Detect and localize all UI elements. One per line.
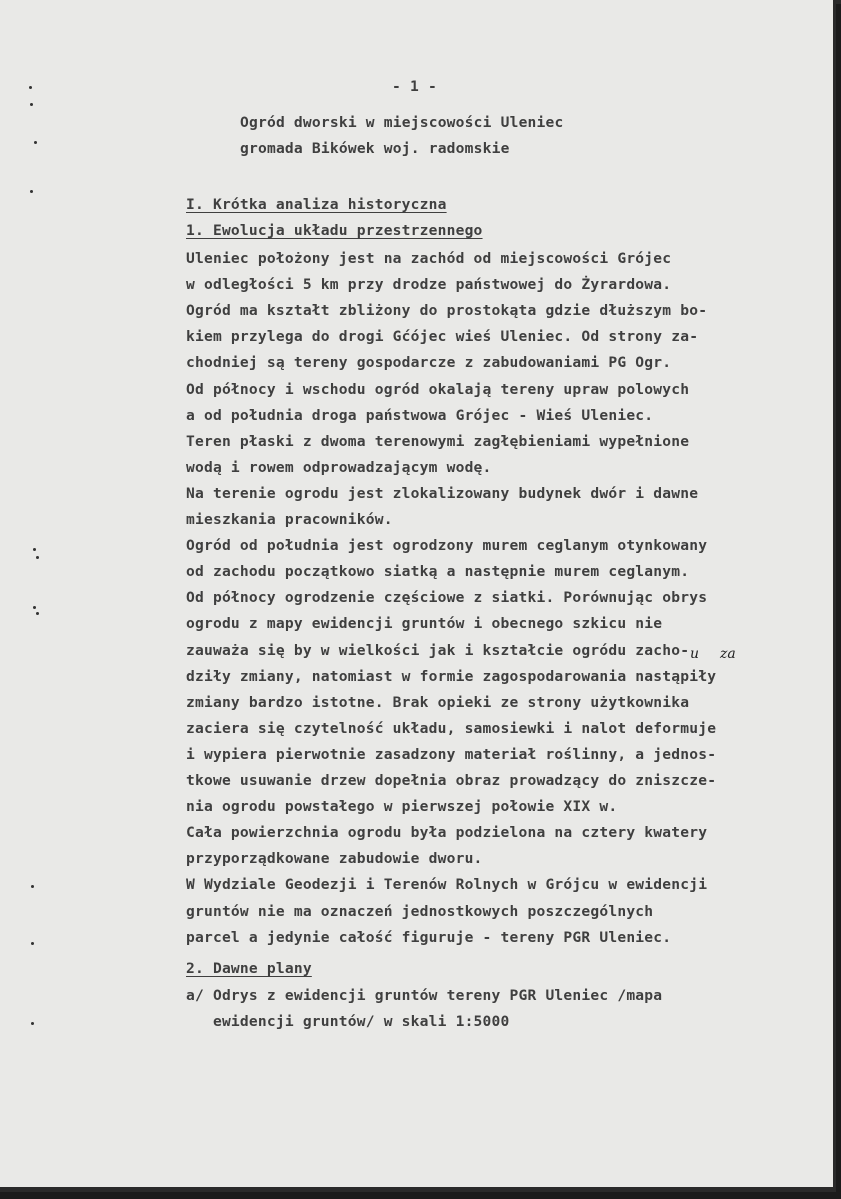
punch-mark	[33, 548, 36, 551]
body-line: zauważa się by w wielkości jak i kształcie ogródu zacho-	[186, 642, 690, 659]
body-line: chodniej są tereny gospodarcze z zabudowaniami PG Ogr.	[186, 354, 672, 371]
punch-mark	[31, 942, 34, 945]
body-line: dziły zmiany, natomiast w formie zagospodarowania nastąpiły	[186, 668, 717, 685]
body-line: nia ogrodu powstałego w pierwszej połowie XIX w.	[186, 798, 618, 815]
body-line: Cała powierzchnia ogrodu była podzielona na cztery kwatery	[186, 824, 708, 841]
handwritten-correction-za: za	[720, 646, 736, 662]
body-line: parcel a jedynie całość figuruje - tereny PGR Uleniec.	[186, 929, 672, 946]
punch-mark	[31, 1022, 34, 1025]
body-line: Uleniec położony jest na zachód od miejscowości Grójec	[186, 250, 672, 267]
body-line: a od południa droga państwowa Grójec - Wieś Uleniec.	[186, 407, 654, 424]
body-line: Na terenie ogrodu jest zlokalizowany budynek dwór i dawne	[186, 485, 699, 502]
punch-mark	[36, 612, 39, 615]
body-line: wodą i rowem odprowadzającym wodę.	[186, 459, 492, 476]
body-line: Teren płaski z dwoma terenowymi zagłębieniami wypełnione	[186, 433, 690, 450]
punch-mark	[31, 885, 34, 888]
punch-mark	[30, 103, 33, 106]
body-line: Ogród ma kształt zbliżony do prostokąta gdzie dłuższym bo-	[186, 302, 708, 319]
page-number: - 1 -	[392, 78, 437, 95]
punch-mark	[30, 190, 33, 193]
section-heading: I. Krótka analiza historyczna	[186, 196, 447, 213]
list-item-a-line-2: ewidencji gruntów/ w skali 1:5000	[186, 1013, 510, 1030]
body-line: mieszkania pracowników.	[186, 511, 393, 528]
subsection-heading-2: 2. Dawne plany	[186, 960, 312, 977]
title-line-2: gromada Bikówek woj. radomskie	[240, 140, 510, 157]
body-line: i wypiera pierwotnie zasadzony materiał roślinny, a jednos-	[186, 746, 717, 763]
body-line: kiem przylega do drogi Gćójec wieś Uleniec. Od strony za-	[186, 328, 699, 345]
body-line: ogrodu z mapy ewidencji gruntów i obecnego szkicu nie	[186, 615, 663, 632]
body-line: tkowe usuwanie drzew dopełnia obraz prowadzący do zniszcze-	[186, 772, 717, 789]
list-item-a-line-1: a/ Odrys z ewidencji gruntów tereny PGR Uleniec /mapa	[186, 987, 663, 1004]
body-line: gruntów nie ma oznaczeń jednostkowych poszczególnych	[186, 903, 654, 920]
punch-mark	[29, 86, 32, 89]
body-line: zaciera się czytelność układu, samosiewki i nalot deformuje	[186, 720, 717, 737]
body-line: Od północy i wschodu ogród okalają tereny upraw polowych	[186, 381, 690, 398]
body-line: przyporządkowane zabudowie dworu.	[186, 850, 483, 867]
body-line: zmiany bardzo istotne. Brak opieki ze strony użytkownika	[186, 694, 690, 711]
title-line-1: Ogród dworski w miejscowości Uleniec	[240, 114, 564, 131]
handwritten-correction-u: u	[690, 646, 700, 662]
punch-mark	[36, 556, 39, 559]
body-line: w odległości 5 km przy drodze państwowej do Żyrardowa.	[186, 276, 672, 293]
subsection-heading-1: 1. Ewolucja układu przestrzennego	[186, 222, 483, 239]
body-line: W Wydziale Geodezji i Terenów Rolnych w Grójcu w ewidencji	[186, 876, 708, 893]
body-line: od zachodu początkowo siatką a następnie murem ceglanym.	[186, 563, 690, 580]
body-line: Ogród od południa jest ogrodzony murem ceglanym otynkowany	[186, 537, 708, 554]
punch-mark	[34, 141, 37, 144]
punch-mark	[33, 606, 36, 609]
body-line: Od północy ogrodzenie częściowe z siatki. Porównując obrys	[186, 589, 708, 606]
